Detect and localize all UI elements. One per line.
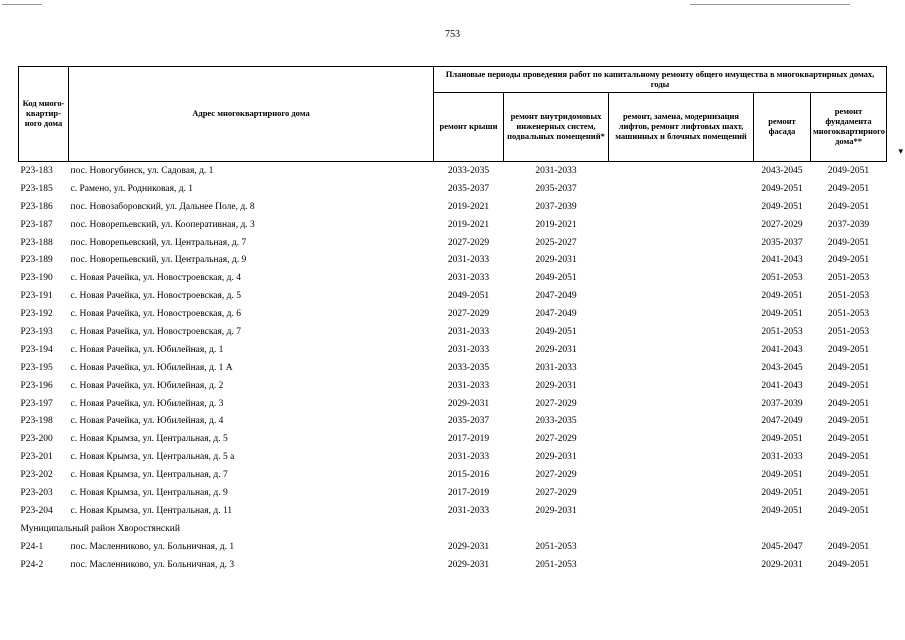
elevator-period bbox=[609, 430, 754, 448]
house-address: с. Новая Рачейка, ул. Новостроевская, д. 5 bbox=[70, 291, 241, 302]
table-row bbox=[19, 502, 887, 520]
table-row bbox=[19, 305, 887, 323]
engineering-period: 2049-2051 bbox=[535, 273, 577, 284]
foundation-period: 2049-2051 bbox=[827, 505, 870, 516]
house-address: с. Новая Рачейка, ул. Юбилейная, д. 4 bbox=[70, 416, 224, 427]
table-row bbox=[19, 251, 887, 269]
house-code: P23-198 bbox=[20, 416, 53, 427]
elevator-period bbox=[609, 556, 754, 574]
foundation-period: 2049-2051 bbox=[827, 487, 870, 498]
house-code: P23-203 bbox=[20, 487, 53, 498]
foundation-period: 2049-2051 bbox=[827, 201, 870, 212]
house-address: с. Новая Рачейка, ул. Новостроевская, д. 7 bbox=[70, 326, 241, 337]
facade-period: 2037-2039 bbox=[761, 398, 803, 409]
roof-period: 2049-2051 bbox=[447, 291, 490, 302]
table-row bbox=[19, 484, 887, 502]
table-row bbox=[19, 412, 887, 430]
house-code: P23-193 bbox=[20, 326, 53, 337]
page-number: 753 bbox=[445, 29, 460, 40]
facade-period: 2035-2037 bbox=[761, 237, 803, 248]
roof-period: 2033-2035 bbox=[447, 362, 490, 373]
foundation-period: 2037-2039 bbox=[827, 219, 870, 230]
engineering-period: 2027-2029 bbox=[535, 434, 577, 445]
foundation-period: 2049-2051 bbox=[827, 183, 870, 194]
facade-period: 2041-2043 bbox=[761, 380, 803, 391]
engineering-period: 2027-2029 bbox=[535, 470, 577, 481]
roof-period: 2035-2037 bbox=[447, 183, 490, 194]
facade-period: 2031-2033 bbox=[761, 452, 803, 463]
facade-period: 2043-2045 bbox=[761, 362, 803, 373]
roof-period: 2019-2021 bbox=[447, 201, 490, 212]
roof-period: 2029-2031 bbox=[447, 559, 490, 570]
elevator-period bbox=[609, 466, 754, 484]
header-elevators: ремонт, замена, модернизация лифтов, ремонт лифтовых шахт, машинных и блочных помещений bbox=[609, 93, 754, 162]
house-code: P23-195 bbox=[20, 362, 53, 373]
facade-period: 2047-2049 bbox=[761, 416, 803, 427]
header-code: Код много-квартир-ного дома bbox=[19, 67, 69, 162]
facade-period: 2045-2047 bbox=[761, 541, 803, 552]
facade-period: 2027-2029 bbox=[761, 219, 803, 230]
engineering-period: 2047-2049 bbox=[535, 291, 577, 302]
roof-period: 2031-2033 bbox=[447, 380, 490, 391]
foundation-period: 2049-2051 bbox=[827, 255, 870, 266]
house-code: P23-204 bbox=[20, 505, 53, 516]
facade-period: 2041-2043 bbox=[761, 255, 803, 266]
house-code: P23-187 bbox=[20, 219, 53, 230]
engineering-period: 2035-2037 bbox=[535, 183, 577, 194]
house-code: P23-194 bbox=[20, 344, 53, 355]
table-row bbox=[19, 198, 887, 216]
elevator-period bbox=[609, 198, 754, 216]
facade-period: 2051-2053 bbox=[761, 273, 803, 284]
table-row bbox=[19, 556, 887, 574]
table-row bbox=[19, 323, 887, 341]
house-address: с. Новая Крымза, ул. Центральная, д. 11 bbox=[70, 505, 233, 516]
elevator-period bbox=[609, 412, 754, 430]
elevator-period bbox=[609, 234, 754, 252]
house-code: P23-188 bbox=[20, 237, 53, 248]
section-title: Муниципальный район Хворостянский bbox=[20, 523, 180, 534]
house-code: P24-1 bbox=[20, 541, 44, 552]
table-row bbox=[19, 216, 887, 234]
foundation-period: 2051-2053 bbox=[827, 291, 870, 302]
house-code: P23-196 bbox=[20, 380, 53, 391]
house-code: P23-190 bbox=[20, 273, 53, 284]
elevator-period bbox=[609, 395, 754, 413]
section-row bbox=[19, 520, 887, 538]
roof-period: 2019-2021 bbox=[447, 219, 490, 230]
engineering-period: 2037-2039 bbox=[535, 201, 577, 212]
roof-period: 2017-2019 bbox=[447, 434, 490, 445]
repair-schedule-table bbox=[18, 66, 887, 573]
roof-period: 2031-2033 bbox=[447, 255, 490, 266]
facade-period: 2049-2051 bbox=[761, 434, 803, 445]
house-address: пос. Новорепьевский, ул. Кооперативная, д. 3 bbox=[70, 219, 255, 230]
engineering-period: 2019-2021 bbox=[535, 219, 577, 230]
table-row bbox=[19, 430, 887, 448]
table-row bbox=[19, 359, 887, 377]
table-row bbox=[19, 395, 887, 413]
foundation-period: 2049-2051 bbox=[827, 398, 870, 409]
engineering-period: 2025-2027 bbox=[535, 237, 577, 248]
elevator-period bbox=[609, 359, 754, 377]
facade-period: 2049-2051 bbox=[761, 505, 803, 516]
facade-period: 2043-2045 bbox=[761, 165, 803, 176]
header-address: Адрес многоквартирного дома bbox=[69, 67, 434, 162]
house-address: с. Новая Крымза, ул. Центральная, д. 5 bbox=[70, 434, 228, 445]
house-code: P23-185 bbox=[20, 183, 53, 194]
roof-period: 2027-2029 bbox=[447, 237, 490, 248]
house-address: с. Новая Рачейка, ул. Новостроевская, д. 6 bbox=[70, 309, 241, 320]
engineering-period: 2029-2031 bbox=[535, 344, 577, 355]
engineering-period: 2027-2029 bbox=[535, 398, 577, 409]
house-code: P24-2 bbox=[20, 559, 44, 570]
house-code: P23-202 bbox=[20, 470, 53, 481]
engineering-period: 2033-2035 bbox=[535, 416, 577, 427]
table-row bbox=[19, 466, 887, 484]
margin-tick-mark: ▾ bbox=[898, 146, 903, 156]
top-rule-right bbox=[690, 4, 850, 5]
roof-period: 2035-2037 bbox=[447, 416, 490, 427]
engineering-period: 2051-2053 bbox=[535, 559, 577, 570]
foundation-period: 2049-2051 bbox=[827, 362, 870, 373]
table-row bbox=[19, 377, 887, 395]
house-address: пос. Масленниково, ул. Больничная, д. 1 bbox=[70, 541, 235, 552]
engineering-period: 2031-2033 bbox=[535, 165, 577, 176]
house-code: P23-183 bbox=[20, 165, 53, 176]
header-engineering: ремонт внутридомовых инженерных систем, подвальных помещений* bbox=[504, 93, 609, 162]
house-code: P23-201 bbox=[20, 452, 53, 463]
elevator-period bbox=[609, 180, 754, 198]
house-address: с. Рамено, ул. Родниковая, д. 1 bbox=[70, 183, 194, 194]
foundation-period: 2049-2051 bbox=[827, 434, 870, 445]
top-rule-left bbox=[2, 4, 42, 5]
house-address: с. Новая Рачейка, ул. Юбилейная, д. 1 А bbox=[70, 362, 233, 373]
foundation-period: 2049-2051 bbox=[827, 237, 870, 248]
roof-period: 2029-2031 bbox=[447, 541, 490, 552]
table-row bbox=[19, 448, 887, 466]
elevator-period bbox=[609, 484, 754, 502]
house-address: с. Новая Крымза, ул. Центральная, д. 5 а bbox=[70, 452, 235, 463]
foundation-period: 2049-2051 bbox=[827, 416, 870, 427]
roof-period: 2033-2035 bbox=[447, 165, 490, 176]
facade-period: 2041-2043 bbox=[761, 344, 803, 355]
engineering-period: 2029-2031 bbox=[535, 380, 577, 391]
foundation-period: 2049-2051 bbox=[827, 452, 870, 463]
house-address: с. Новая Крымза, ул. Центральная, д. 7 bbox=[70, 470, 228, 481]
house-code: P23-189 bbox=[20, 255, 53, 266]
house-code: P23-192 bbox=[20, 309, 53, 320]
roof-period: 2031-2033 bbox=[447, 452, 490, 463]
engineering-period: 2029-2031 bbox=[535, 255, 577, 266]
header-facade: ремонт фасада bbox=[754, 93, 811, 162]
house-code: P23-200 bbox=[20, 434, 53, 445]
foundation-period: 2049-2051 bbox=[827, 470, 870, 481]
house-code: P23-186 bbox=[20, 201, 53, 212]
elevator-period bbox=[609, 251, 754, 269]
house-address: пос. Новорепьевский, ул. Центральная, д. 9 bbox=[70, 255, 247, 266]
house-address: пос. Новозаборовский, ул. Дальнее Поле, д. 8 bbox=[70, 201, 255, 212]
elevator-period bbox=[609, 216, 754, 234]
house-address: с. Новая Рачейка, ул. Юбилейная, д. 2 bbox=[70, 380, 224, 391]
engineering-period: 2029-2031 bbox=[535, 452, 577, 463]
elevator-period bbox=[609, 341, 754, 359]
table-body bbox=[19, 162, 887, 574]
house-address: пос. Новогубинск, ул. Садовая, д. 1 bbox=[70, 165, 214, 176]
roof-period: 2031-2033 bbox=[447, 326, 490, 337]
house-address: пос. Новорепьевский, ул. Центральная, д. 7 bbox=[70, 237, 247, 248]
elevator-period bbox=[609, 502, 754, 520]
elevator-period bbox=[609, 323, 754, 341]
roof-period: 2015-2016 bbox=[447, 470, 490, 481]
foundation-period: 2049-2051 bbox=[827, 344, 870, 355]
foundation-period: 2051-2053 bbox=[827, 326, 870, 337]
foundation-period: 2049-2051 bbox=[827, 165, 870, 176]
foundation-period: 2051-2053 bbox=[827, 273, 870, 284]
engineering-period: 2027-2029 bbox=[535, 487, 577, 498]
foundation-period: 2049-2051 bbox=[827, 541, 870, 552]
engineering-period: 2049-2051 bbox=[535, 326, 577, 337]
header-group: Плановые периоды проведения работ по капитальному ремонту общего имущества в многоквартирных домах, годы bbox=[434, 67, 887, 93]
facade-period: 2049-2051 bbox=[761, 183, 803, 194]
engineering-period: 2051-2053 bbox=[535, 541, 577, 552]
roof-period: 2029-2031 bbox=[447, 398, 490, 409]
house-address: с. Новая Крымза, ул. Центральная, д. 9 bbox=[70, 487, 228, 498]
house-code: P23-191 bbox=[20, 291, 53, 302]
facade-period: 2049-2051 bbox=[761, 201, 803, 212]
table-row bbox=[19, 180, 887, 198]
house-address: с. Новая Рачейка, ул. Юбилейная, д. 1 bbox=[70, 344, 224, 355]
foundation-period: 2049-2051 bbox=[827, 380, 870, 391]
roof-period: 2027-2029 bbox=[447, 309, 490, 320]
facade-period: 2051-2053 bbox=[761, 326, 803, 337]
house-address: пос. Масленниково, ул. Больничная, д. 3 bbox=[70, 559, 235, 570]
table-row bbox=[19, 341, 887, 359]
facade-period: 2029-2031 bbox=[761, 559, 803, 570]
roof-period: 2031-2033 bbox=[447, 344, 490, 355]
house-address: с. Новая Рачейка, ул. Новостроевская, д. 4 bbox=[70, 273, 241, 284]
elevator-period bbox=[609, 269, 754, 287]
engineering-period: 2029-2031 bbox=[535, 505, 577, 516]
elevator-period bbox=[609, 162, 754, 180]
table-row bbox=[19, 162, 887, 180]
roof-period: 2031-2033 bbox=[447, 505, 490, 516]
elevator-period bbox=[609, 538, 754, 556]
table-row bbox=[19, 538, 887, 556]
engineering-period: 2031-2033 bbox=[535, 362, 577, 373]
facade-period: 2049-2051 bbox=[761, 470, 803, 481]
engineering-period: 2047-2049 bbox=[535, 309, 577, 320]
facade-period: 2049-2051 bbox=[761, 291, 803, 302]
facade-period: 2049-2051 bbox=[761, 487, 803, 498]
house-code: P23-197 bbox=[20, 398, 53, 409]
foundation-period: 2049-2051 bbox=[827, 559, 870, 570]
table-row bbox=[19, 287, 887, 305]
facade-period: 2049-2051 bbox=[761, 309, 803, 320]
roof-period: 2031-2033 bbox=[447, 273, 490, 284]
foundation-period: 2051-2053 bbox=[827, 309, 870, 320]
elevator-period bbox=[609, 305, 754, 323]
table-row bbox=[19, 234, 887, 252]
elevator-period bbox=[609, 287, 754, 305]
header-foundation: ремонт фундамента многоквартирного дома** bbox=[811, 93, 887, 162]
table-row bbox=[19, 269, 887, 287]
elevator-period bbox=[609, 377, 754, 395]
house-address: с. Новая Рачейка, ул. Юбилейная, д. 3 bbox=[70, 398, 224, 409]
roof-period: 2017-2019 bbox=[447, 487, 490, 498]
elevator-period bbox=[609, 448, 754, 466]
header-roof: ремонт крыши bbox=[434, 93, 504, 162]
